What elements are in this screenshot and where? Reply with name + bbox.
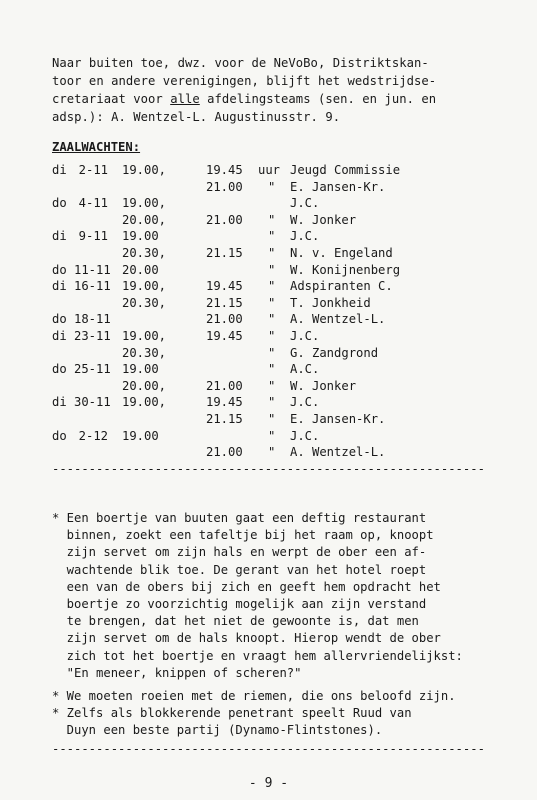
ditto-mark: "	[268, 262, 276, 277]
time-second-cell: 19.45	[206, 279, 243, 294]
day-cell: di	[52, 163, 67, 177]
date-cell: 25-11	[74, 362, 111, 377]
intro-paragraph	[52, 54, 522, 126]
time-second-cell: 19.45	[206, 163, 243, 177]
name-cell: N. v. Engeland	[290, 245, 393, 260]
joke-line: zijn servet om de hals knoopt. Hierop wendt de ober	[52, 631, 441, 646]
ditto-mark: "	[268, 245, 276, 260]
time-second-cell: 21.00	[206, 212, 243, 227]
name-cell: J.C.	[290, 229, 320, 244]
intro-line	[52, 90, 522, 108]
separator-line: -----------------------------------------------------------	[52, 742, 485, 756]
joke-line: zich tot het boertje en vraagt hem allervriendelijkst:	[52, 648, 463, 663]
intro-line: adsp.): A. Wentzel-L. Augustinusstr. 9.	[52, 110, 341, 124]
day-cell: do	[52, 262, 67, 277]
time-second-cell: 19.45	[206, 395, 243, 410]
name-cell: W. Jonker	[290, 212, 357, 227]
time-second-cell: 21.15	[206, 245, 243, 260]
name-cell: E. Jansen-Kr.	[290, 411, 386, 426]
intro-line: Naar buiten toe, dwz. voor de NeVoBo, Distriktskan-	[52, 56, 429, 70]
joke-line: te brengen, dat het niet de gewoonte is, dat men	[52, 614, 419, 629]
time-second-cell: 21.00	[206, 378, 243, 393]
separator-line: -----------------------------------------------------------	[52, 462, 485, 476]
name-cell: G. Zandgrond	[290, 345, 379, 360]
time-start-cell: 19.00	[122, 229, 159, 244]
time-start-cell: 20.30,	[122, 295, 167, 310]
ditto-mark: "	[268, 328, 276, 343]
ditto-mark: "	[268, 345, 276, 360]
time-second-cell: 21.00	[206, 179, 243, 194]
ditto-mark: "	[268, 179, 276, 194]
intro-text: afdelingsteams (sen. en jun. en	[199, 92, 437, 106]
date-cell: 2-11	[78, 163, 108, 177]
intro-line: toor en andere verenigingen, blijft het wedstrijdse-	[52, 74, 437, 88]
ditto-mark: "	[268, 229, 276, 244]
joke-line: * Een boertje van buuten gaat een deftig restaurant	[52, 511, 427, 525]
date-cell: 16-11	[74, 279, 111, 294]
name-cell: T. Jonkheid	[290, 295, 371, 310]
joke-line: zijn servet om zijn hals en werpt de ober een af-	[52, 545, 427, 560]
date-cell: 11-11	[74, 262, 111, 277]
time-start-cell: 20.00,	[122, 378, 167, 393]
name-cell: J.C.	[290, 196, 320, 211]
time-start-cell: 20.00	[122, 262, 159, 277]
ditto-mark: "	[268, 428, 276, 443]
time-start-cell: 19.00	[122, 428, 159, 443]
time-start-cell: 20.30,	[122, 245, 167, 260]
time-start-cell: 19.00,	[122, 196, 167, 211]
uur-label: uur	[258, 163, 281, 177]
note-item-line: Duyn een beste partij (Dynamo-Flintstones).	[52, 723, 383, 738]
day-cell: di	[52, 328, 67, 343]
joke-line: een van de obers bij zich en geeft hem opdracht het	[52, 579, 441, 594]
underlined-word: alle	[170, 92, 200, 106]
day-cell: do	[52, 312, 67, 327]
day-cell: do	[52, 362, 67, 377]
date-cell: 9-11	[78, 229, 108, 244]
joke-line: boertje zo voorzichtig mogelijk aan zijn verstand	[52, 597, 427, 612]
name-cell: J.C.	[290, 395, 320, 410]
time-start-cell: 19.00,	[122, 279, 167, 294]
note-item-line: * Zelfs als blokkerende penetrant speelt Ruud van	[52, 706, 412, 721]
joke-line: "En meneer, knippen of scheren?"	[52, 665, 302, 680]
time-start-cell: 19.00,	[122, 328, 167, 343]
note-item: * We moeten roeien met de riemen, die ons beloofd zijn.	[52, 689, 456, 704]
time-second-cell: 21.15	[206, 411, 243, 426]
ditto-mark: "	[268, 362, 276, 377]
ditto-mark: "	[268, 312, 276, 327]
day-cell: di	[52, 229, 67, 244]
name-cell: A.C.	[290, 362, 320, 377]
name-cell: Jeugd Commissie	[290, 163, 401, 177]
time-second-cell: 19.45	[206, 328, 243, 343]
time-start-cell: 19.00	[122, 362, 159, 377]
ditto-mark: "	[268, 295, 276, 310]
time-second-cell: 21.00	[206, 445, 243, 460]
date-cell: 2-12	[78, 428, 108, 443]
time-start-cell: 20.00,	[122, 212, 167, 227]
date-cell: 23-11	[74, 328, 111, 343]
name-cell: A. Wentzel-L.	[290, 312, 386, 327]
name-cell: J.C.	[290, 428, 320, 443]
time-second-cell: 21.00	[206, 312, 243, 327]
joke-line: wachtende blik toe. De gerant van het hotel roept	[52, 562, 427, 577]
name-cell: W. Jonker	[290, 378, 357, 393]
page-number: - 9 -	[248, 776, 289, 791]
day-cell: do	[52, 196, 67, 211]
name-cell: E. Jansen-Kr.	[290, 179, 386, 194]
ditto-mark: "	[268, 411, 276, 426]
joke-line: binnen, zoekt een tafeltje bij het raam op, knoopt	[52, 528, 434, 543]
ditto-mark: "	[268, 445, 276, 460]
name-cell: A. Wentzel-L.	[290, 445, 386, 460]
day-cell: do	[52, 428, 67, 443]
notes-section	[52, 510, 532, 740]
date-cell: 4-11	[78, 196, 108, 211]
ditto-mark: "	[268, 395, 276, 410]
name-cell: Adspiranten C.	[290, 279, 393, 294]
day-cell: di	[52, 395, 67, 410]
name-cell: W. Konijnenberg	[290, 262, 401, 277]
day-cell: di	[52, 279, 67, 294]
date-cell: 30-11	[74, 395, 111, 410]
time-start-cell: 20.30,	[122, 345, 167, 360]
time-start-cell: 19.00,	[122, 395, 167, 410]
name-cell: J.C.	[290, 328, 320, 343]
ditto-mark: "	[268, 212, 276, 227]
date-cell: 18-11	[74, 312, 111, 327]
schedule-heading: ZAALWACHTEN:	[52, 140, 141, 154]
time-start-cell: 19.00,	[122, 163, 167, 177]
ditto-mark: "	[268, 378, 276, 393]
intro-text: cretariaat voor	[52, 92, 171, 106]
ditto-mark: "	[268, 279, 276, 294]
time-second-cell: 21.15	[206, 295, 243, 310]
